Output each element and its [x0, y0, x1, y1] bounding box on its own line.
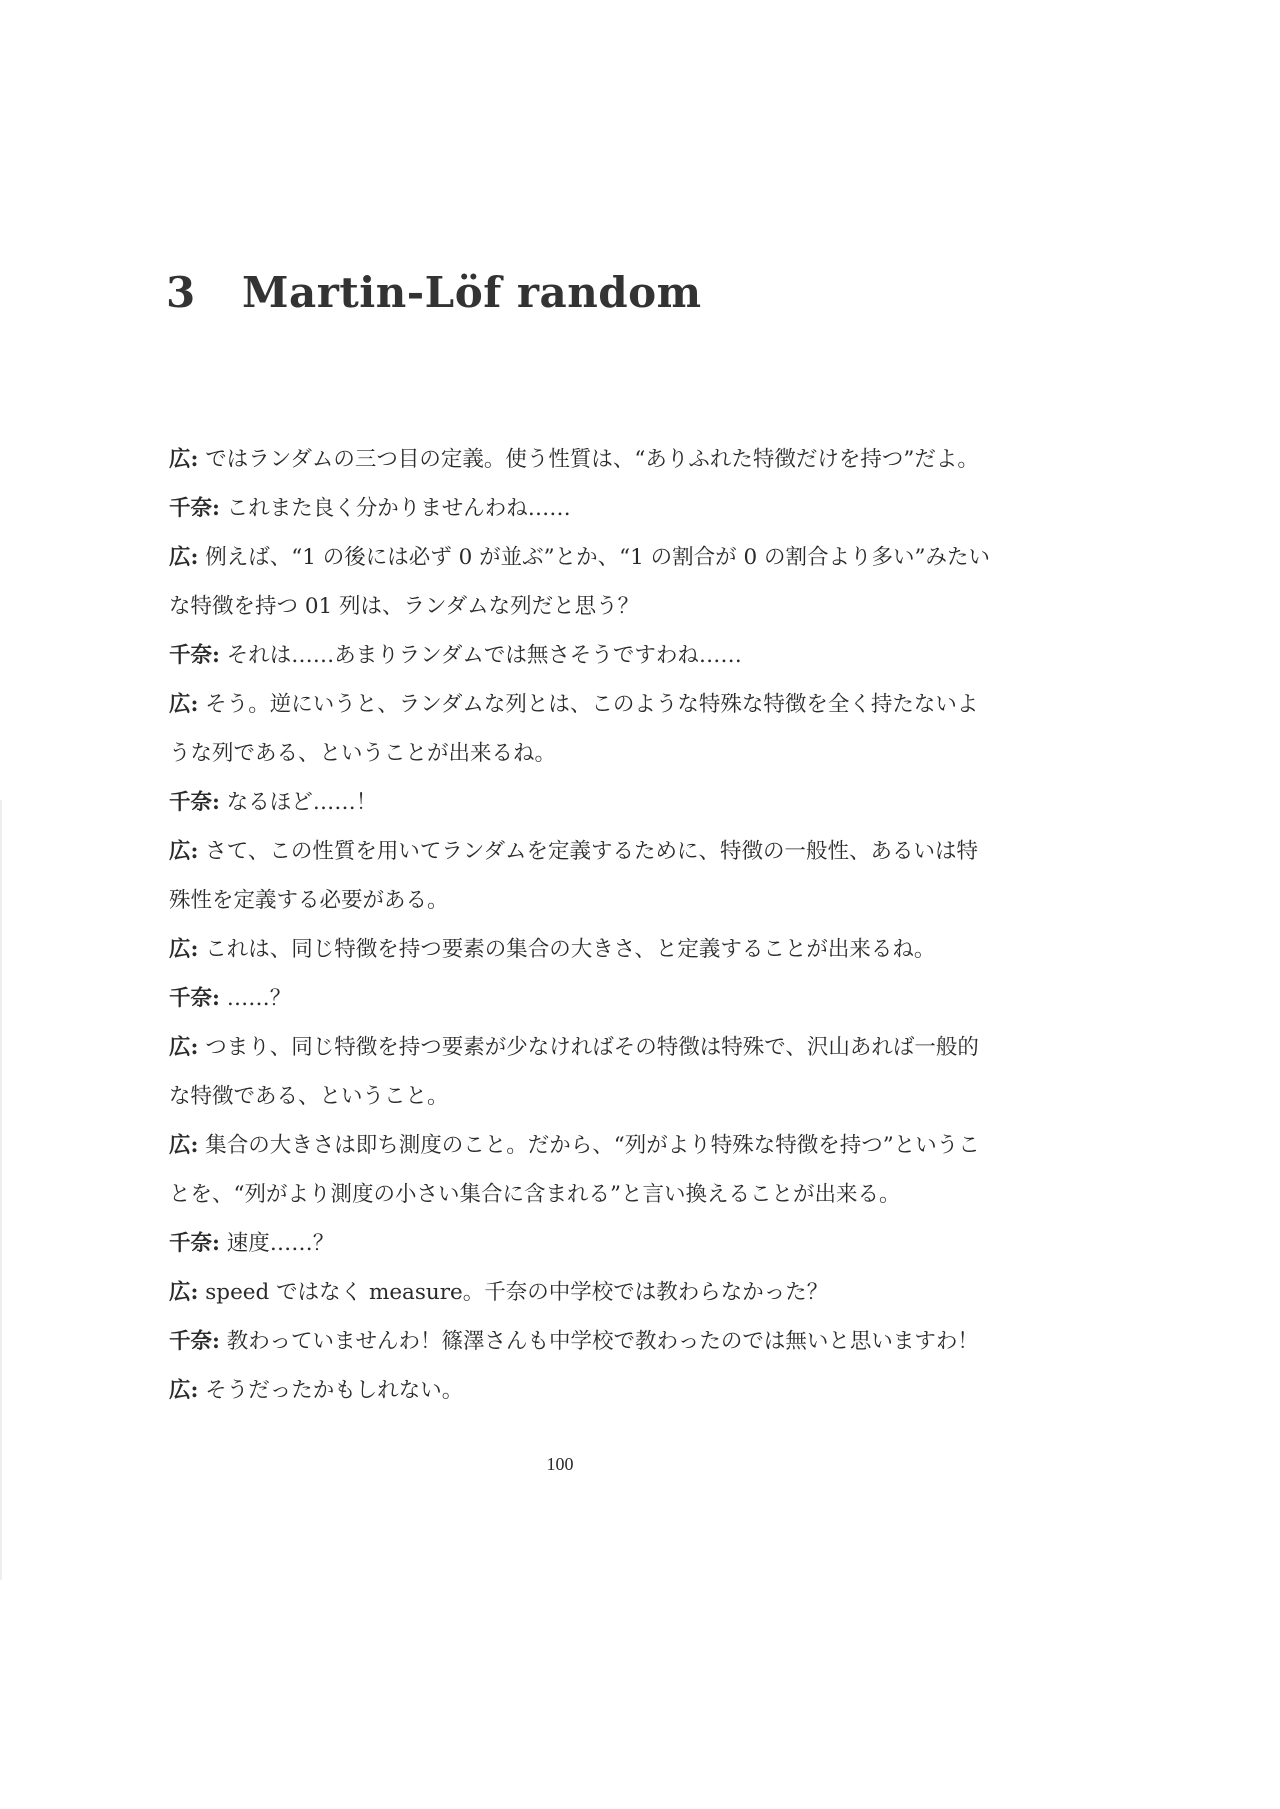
dialogue-text: ……？ [219, 986, 292, 1011]
speaker-label: 広: [169, 1035, 199, 1060]
dialogue-line [169, 1227, 951, 1276]
speaker-label: 千奈: [169, 1231, 220, 1256]
speaker-label: 広: [169, 692, 199, 717]
dialogue-line [169, 1129, 980, 1178]
speaker-label: 広: [169, 839, 199, 864]
speaker-label: 広: [169, 937, 199, 962]
dialogue-text: そう。逆にいうと、ランダムな列とは、このような特殊な特徴を全く持たないよ [198, 692, 979, 717]
dialogue-text: そうだったかもしれない。 [198, 1378, 464, 1403]
dialogue-body [169, 443, 990, 1423]
dialogue-line [169, 1325, 979, 1374]
dialogue-text: 教わっていませんわ！篠澤さんも中学校で教わったのでは無いと思いますわ！ [219, 1329, 979, 1354]
speaker-label: 広: [169, 545, 199, 570]
dialogue-line [169, 1080, 951, 1129]
speaker-label: 広: [169, 1280, 199, 1305]
dialogue-text: つまり、同じ特徴を持つ要素が少なければその特徴は特殊で、沢山あれば一般的 [198, 1035, 979, 1060]
dialogue-text: speed ではなく measure。千奈の中学校では教わらなかった？ [198, 1280, 829, 1305]
speaker-label: 千奈: [169, 986, 220, 1011]
section-number: 3 [166, 268, 196, 317]
page-number: 100 [546, 1454, 574, 1474]
speaker-label: 千奈: [169, 643, 220, 668]
dialogue-line [169, 835, 978, 884]
speaker-label: 千奈: [169, 1329, 220, 1354]
speaker-label: 広: [169, 1378, 199, 1403]
dialogue-text: 集合の大きさは即ち測度のこと。だから、“列がより特殊な特徴を持つ”というこ [198, 1133, 980, 1158]
section-title: Martin-Löf random [242, 268, 702, 317]
dialogue-line [169, 786, 951, 835]
dialogue-line [169, 590, 951, 639]
dialogue-line [169, 737, 951, 786]
dialogue-line [169, 443, 979, 492]
speaker-label: 広: [169, 447, 199, 472]
dialogue-line [169, 884, 951, 933]
dialogue-text: な特徴を持つ 01 列は、ランダムな列だと思う？ [169, 594, 640, 619]
dialogue-text: ではランダムの三つ目の定義。使う性質は、“ありふれた特徴だけを持つ”だよ。 [198, 447, 979, 472]
speaker-label: 千奈: [169, 496, 220, 521]
dialogue-text: うな列である、ということが出来るね。 [169, 741, 557, 766]
dialogue-text: これまた良く分かりませんわね…… [219, 496, 571, 521]
dialogue-line [169, 933, 951, 982]
dialogue-text: とを、“列がより測度の小さい集合に含まれる”と言い換えることが出来る。 [169, 1182, 901, 1207]
dialogue-text: 速度……？ [219, 1231, 335, 1256]
dialogue-line [169, 982, 951, 1031]
dialogue-text: それは……あまりランダムでは無さそうですわね…… [219, 643, 742, 668]
dialogue-line [169, 1178, 951, 1227]
speaker-label: 広: [169, 1133, 199, 1158]
dialogue-line [169, 1031, 979, 1080]
dialogue-text: これは、同じ特徴を持つ要素の集合の大きさ、と定義することが出来るね。 [198, 937, 936, 962]
dialogue-line [169, 541, 990, 590]
dialogue-text: 殊性を定義する必要がある。 [169, 888, 449, 913]
dialogue-line [169, 639, 951, 688]
dialogue-line [169, 1374, 951, 1423]
dialogue-text: なるほど……！ [219, 790, 378, 815]
dialogue-text: 例えば、“1 の後には必ず 0 が並ぶ”とか、“1 の割合が 0 の割合より多い”みたい [198, 545, 990, 570]
speaker-label: 千奈: [169, 790, 220, 815]
dialogue-line [169, 492, 951, 541]
dialogue-line [169, 1276, 951, 1325]
section-heading [166, 268, 702, 317]
dialogue-text: さて、この性質を用いてランダムを定義するために、特徴の一般性、あるいは特 [198, 839, 978, 864]
dialogue-text: な特徴である、ということ。 [169, 1084, 449, 1109]
dialogue-line [169, 688, 979, 737]
